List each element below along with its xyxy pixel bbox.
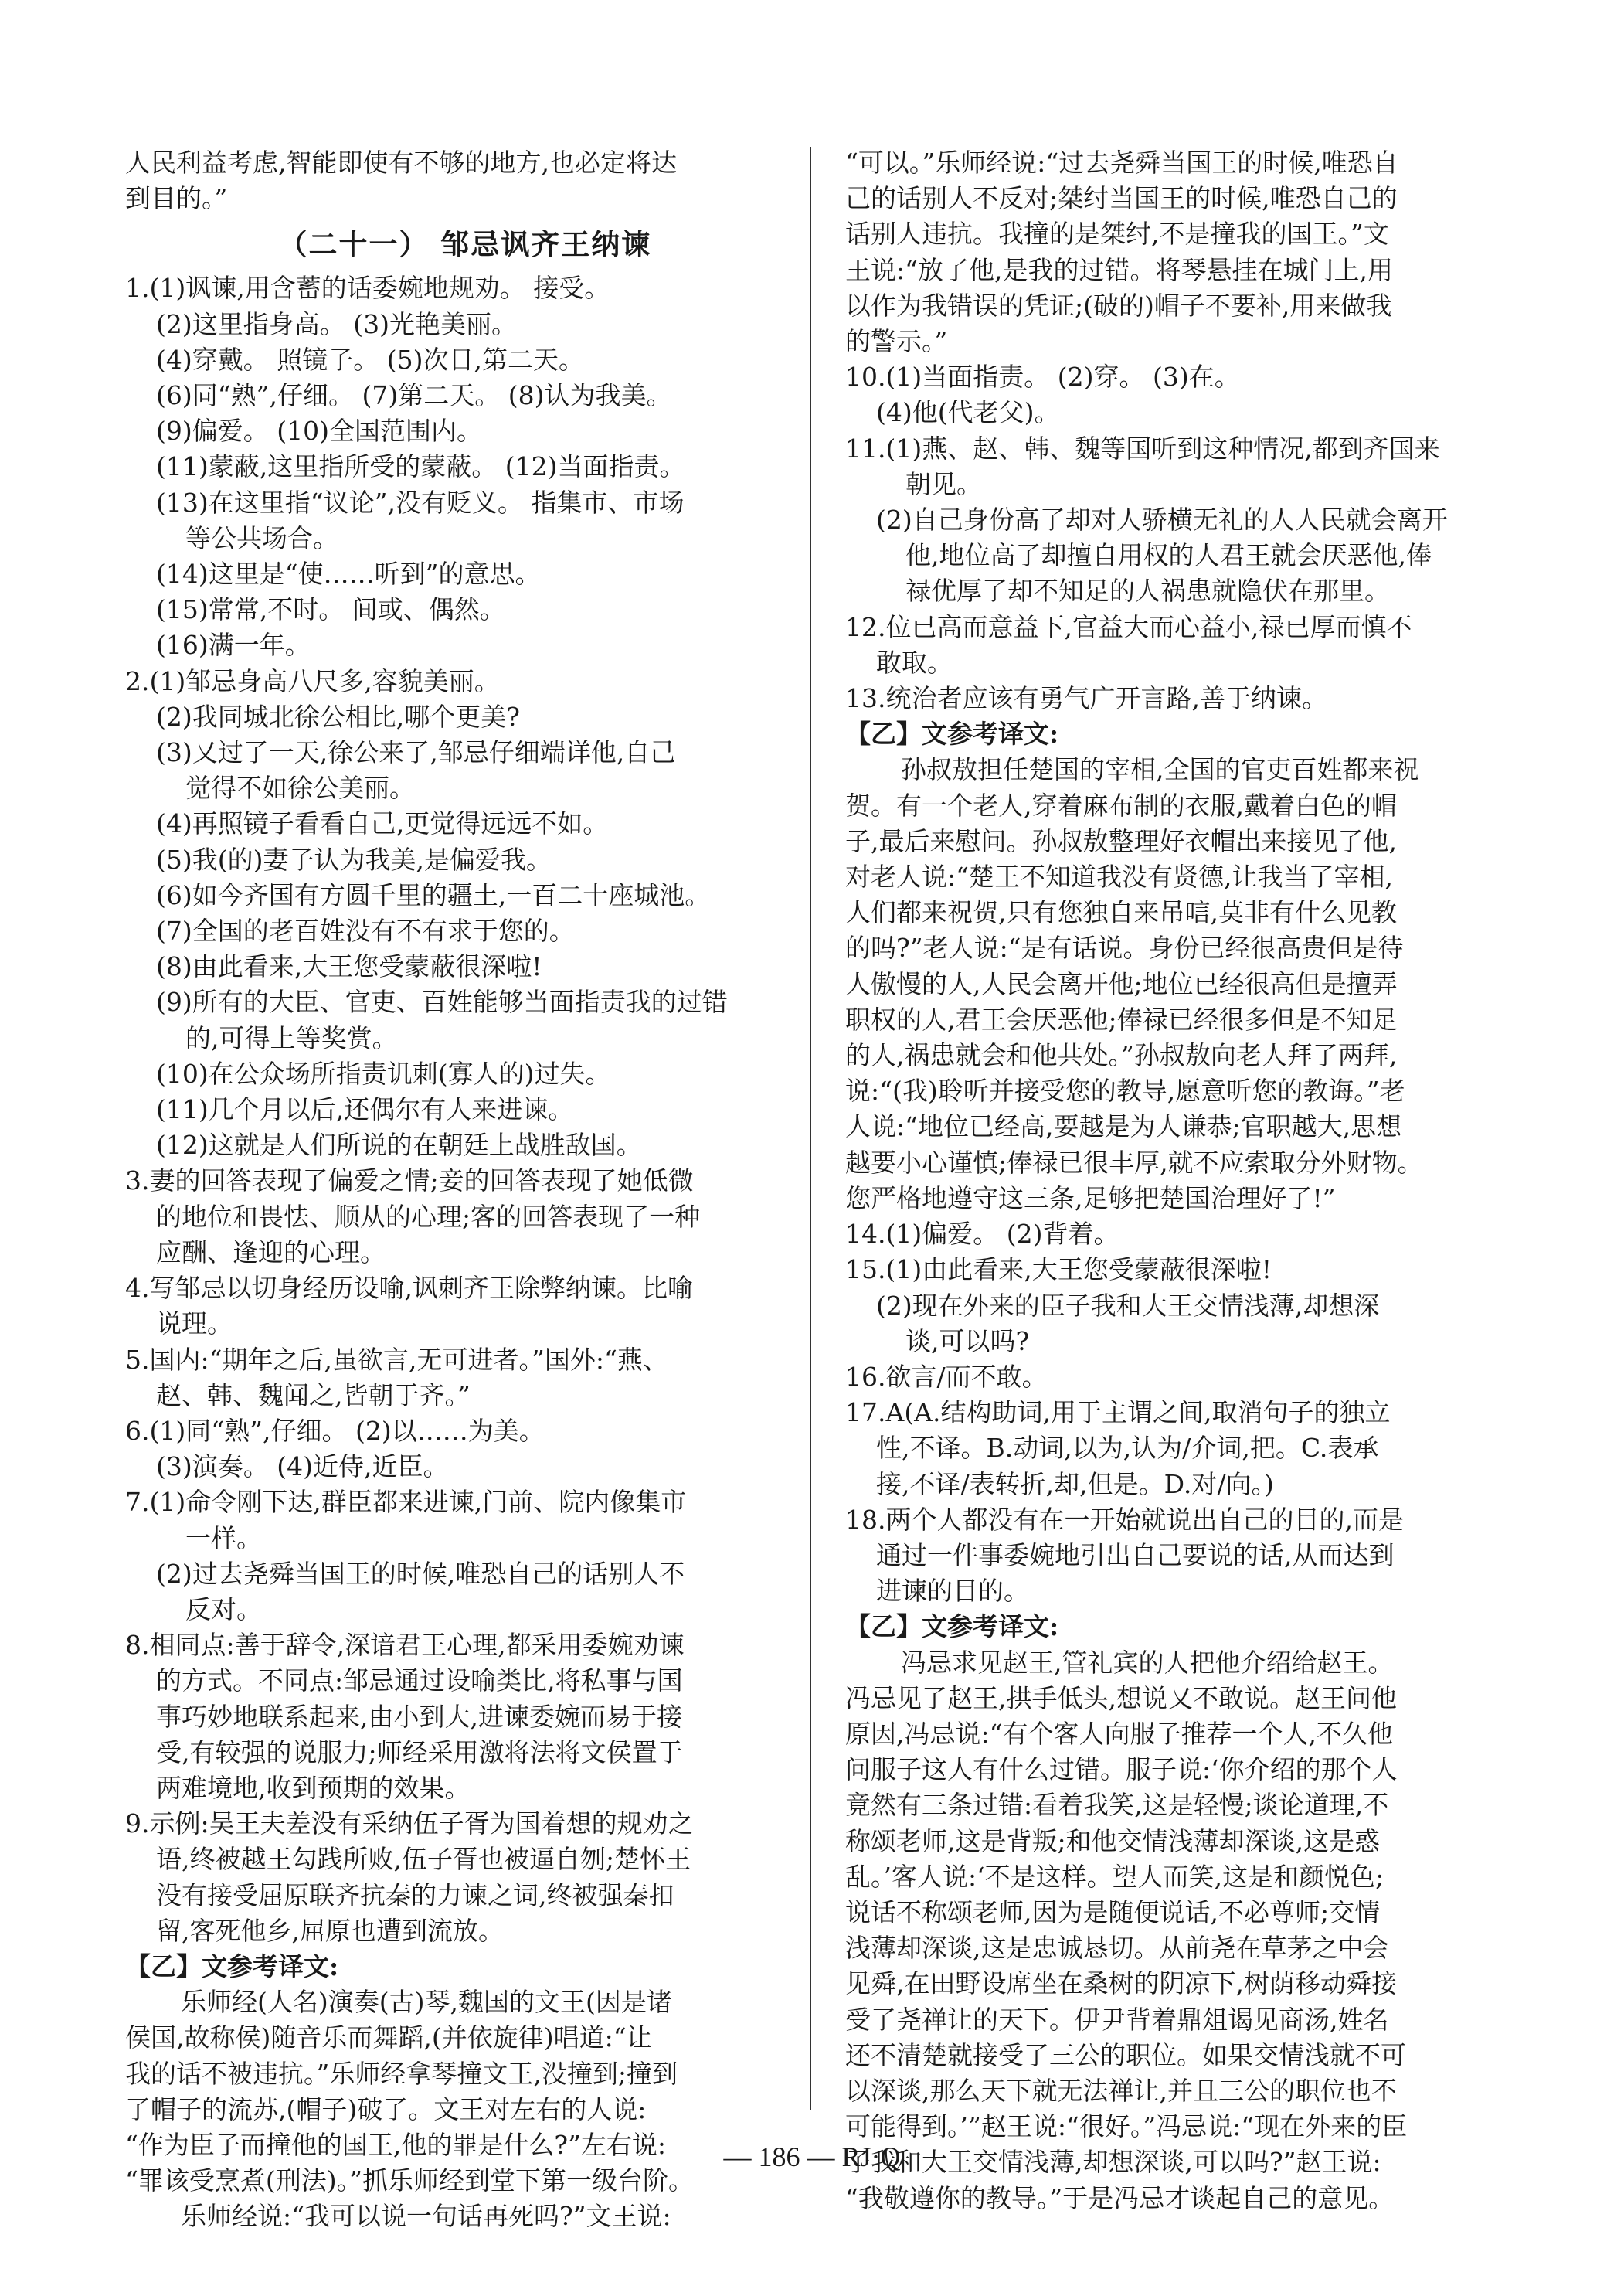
text-line: 越要小心谨慎;俸禄已很丰厚,就不应索取分外财物。: [845, 1147, 1423, 1178]
text-line: 的,可得上等奖赏。: [185, 1022, 398, 1053]
text-line: 人傲慢的人,人民会离开他;地位已经很高但是擅弄: [845, 968, 1398, 999]
text-line: 说理。: [156, 1308, 233, 1339]
text-line: 了帽子的流苏,(帽子)破了。文王对左右的人说:: [125, 2093, 647, 2124]
text-line: 朝见。: [905, 468, 982, 499]
text-line: 留,客死他乡,屈原也遭到流放。: [156, 1915, 504, 1946]
text-line: (11)几个月以后,还偶尔有人来进谏。: [156, 1094, 574, 1125]
text-line: 11.(1)燕、赵、韩、魏等国听到这种情况,都到齐国来: [845, 433, 1440, 464]
text-line: (10)在公众场所指责讥刺(寡人的)过失。: [156, 1058, 611, 1089]
text-line: 以作为我错误的凭证;(破的)帽子不要补,用来做我: [845, 290, 1392, 321]
translation-heading: 【乙】文参考译文:: [845, 719, 1059, 750]
text-line: 13.统治者应该有勇气广开言路,善于纳谏。: [845, 683, 1327, 714]
text-line: 性,不译。B.动词,以为,认为/介词,把。C.表承: [876, 1433, 1379, 1464]
text-line: 称颂老师,这是背叛;和他交情浅薄却深谈,这是惑: [845, 1825, 1381, 1856]
text-line: 王说:“放了他,是我的过错。将琴悬挂在城门上,用: [845, 254, 1393, 285]
text-line: 6.(1)同“熟”,仔细。 (2)以……为美。: [125, 1415, 545, 1446]
text-line: 8.相同点:善于辞令,深谙君王心理,都采用委婉劝谏: [125, 1630, 685, 1661]
text-line: 乱。’客人说:‘不是这样。望人而笑,这是和颜悦色;: [845, 1861, 1384, 1892]
text-line: (5)我(的)妻子认为我美,是偏爱我。: [156, 844, 552, 875]
text-line: 人们都来祝贺,只有您独自来吊唁,莫非有什么见教: [845, 897, 1397, 928]
column-divider: [810, 147, 811, 2110]
text-line: 1.(1)讽谏,用含蓄的话委婉地规劝。 接受。: [125, 273, 610, 304]
text-line: 以深谈,那么天下就无法禅让,并且三公的职位也不: [845, 2075, 1397, 2106]
text-line: 2.(1)邹忌身高八尺多,容貌美丽。: [125, 665, 500, 696]
text-line: 孙叔敖担任楚国的宰相,全国的官吏百姓都来祝: [901, 754, 1419, 785]
text-line: (8)由此看来,大王您受蒙蔽很深啦!: [156, 951, 542, 982]
text-line: 禄优厚了却不知足的人祸患就隐伏在那里。: [905, 576, 1390, 607]
text-line: 子,最后来慰问。孙叔敖整理好衣帽出来接见了他,: [845, 825, 1397, 856]
text-line: (15)常常,不时。 间或、偶然。: [156, 594, 505, 625]
text-line: 的吗?”老人说:“是有话说。身份已经很高贵但是待: [845, 933, 1404, 964]
text-line: 话别人违抗。我撞的是桀纣,不是撞我的国王。”文: [845, 219, 1389, 250]
text-line: 我的话不被违抗。”乐师经拿琴撞文王,没撞到;撞到: [125, 2058, 678, 2089]
text-line: 他,地位高了却擅自用权的人君王就会厌恶他,俸: [905, 540, 1432, 571]
text-line: (4)他(代老父)。: [876, 397, 1060, 428]
text-line: “作为臣子而撞他的国王,他的罪是什么?”左右说:: [125, 2129, 667, 2160]
text-line: 反对。: [185, 1593, 262, 1624]
text-line: 16.欲言/而不敢。: [845, 1361, 1048, 1392]
translation-heading: 【乙】文参考译文:: [845, 1611, 1059, 1642]
text-line: 15.(1)由此看来,大王您受蒙蔽很深啦!: [845, 1254, 1272, 1285]
text-line: 受了尧禅让的天下。伊尹背着鼎俎谒见商汤,姓名: [845, 2004, 1389, 2035]
text-line: 12.位已高而意益下,官益大而心益小,禄已厚而慎不: [845, 611, 1412, 642]
text-line: (9)所有的大臣、官吏、百姓能够当面指责我的过错: [156, 987, 728, 1018]
text-line: 5.国内:“期年之后,虽欲言,无可进者。”国外:“燕、: [125, 1344, 668, 1375]
text-line: 浅薄却深谈,这是忠诚恳切。从前尧在草茅之中会: [845, 1933, 1389, 1964]
text-line: 子我和大王交情浅薄,却想深谈,可以吗?”赵王说:: [845, 2147, 1381, 2178]
text-line: 乐师经说:“我可以说一句话再死吗?”文王说:: [181, 2201, 671, 2232]
text-line: 通过一件事委婉地引出自己要说的话,从而达到: [876, 1539, 1395, 1570]
text-line: (7)全国的老百姓没有不有求于您的。: [156, 916, 575, 947]
text-line: (2)现在外来的臣子我和大王交情浅薄,却想深: [876, 1290, 1380, 1321]
text-line: 乐师经(人名)演奏(古)琴,魏国的文王(因是诸: [181, 1987, 672, 2018]
text-line: 冯忌见了赵王,拱手低头,想说又不敢说。赵王问他: [845, 1682, 1397, 1713]
text-line: 侯国,故称侯)随音乐而舞蹈,(并依旋律)唱道:“让: [125, 2022, 652, 2053]
text-line: 的人,祸患就会和他共处。”孙叔敖向老人拜了两拜,: [845, 1040, 1398, 1071]
translation-heading: 【乙】文参考译文:: [125, 1951, 339, 1981]
text-line: (2)过去尧舜当国王的时候,唯恐自己的话别人不: [156, 1558, 685, 1589]
text-line: 10.(1)当面指责。 (2)穿。 (3)在。: [845, 362, 1240, 393]
text-line: 人民利益考虑,智能即使有不够的地方,也必定将达: [125, 148, 677, 178]
text-line: (2)自己身份高了却对人骄横无礼的人人民就会离开: [876, 505, 1448, 536]
text-line: 7.(1)命令刚下达,群臣都来进谏,门前、院内像集市: [125, 1487, 687, 1518]
text-line: “我敬遵你的教导。”于是冯忌才谈起自己的意见。: [845, 2182, 1395, 2213]
text-line: (2)这里指身高。 (3)光艳美丽。: [156, 308, 517, 339]
text-line: 见舜,在田野设席坐在桑树的阴凉下,树荫移动舜接: [845, 1968, 1397, 1999]
text-line: 贺。有一个老人,穿着麻布制的衣服,戴着白色的帽: [845, 790, 1397, 821]
text-line: (11)蒙蔽,这里指所受的蒙蔽。 (12)当面指责。: [156, 451, 685, 482]
text-line: “罪该受烹煮(刑法)。”抓乐师经到堂下第一级台阶。: [125, 2165, 694, 2196]
left-column: [125, 145, 805, 2235]
text-line: 进谏的目的。: [876, 1576, 1029, 1607]
text-line: 说:“(我)聆听并接受您的教导,愿意听您的教诲。”老: [845, 1076, 1405, 1107]
text-line: 3.妻的回答表现了偏爱之情;妾的回答表现了她低微: [125, 1165, 694, 1196]
text-line: 谈,可以吗?: [905, 1325, 1030, 1356]
text-line: 敢取。: [876, 647, 953, 678]
text-line: (3)演奏。 (4)近侍,近臣。: [156, 1451, 449, 1482]
text-line: 还不清楚就接受了三公的职位。如果交情浅就不可: [845, 2039, 1406, 2070]
text-line: 17.A(A.结构助词,用于主谓之间,取消句子的独立: [845, 1397, 1391, 1428]
text-line: 一样。: [185, 1522, 262, 1553]
text-line: (4)再照镜子看看自己,更觉得远远不如。: [156, 808, 609, 839]
text-line: 应酬、逢迎的心理。: [156, 1236, 386, 1267]
text-line: 赵、韩、魏闻之,皆朝于齐。”: [156, 1379, 471, 1410]
text-line: 可能得到。’”赵王说:“很好。”冯忌说:“现在外来的臣: [845, 2111, 1408, 2142]
text-line: “可以。”乐师经说:“过去尧舜当国王的时候,唯恐自: [845, 148, 1398, 178]
text-line: 9.示例:吴王夫差没有采纳伍子胥为国着想的规劝之: [125, 1808, 694, 1839]
text-line: (6)同“熟”,仔细。 (7)第二天。 (8)认为我美。: [156, 380, 672, 411]
text-line: 受,有较强的说服力;师经采用激将法将文侯置于: [156, 1736, 683, 1767]
text-line: 的方式。不同点:邹忌通过设喻类比,将私事与国: [156, 1665, 683, 1696]
text-line: 4.写邹忌以切身经历设喻,讽刺齐王除弊纳谏。比喻: [125, 1273, 693, 1304]
text-line: (16)满一年。: [156, 630, 311, 661]
text-line: 事巧妙地联系起来,由小到大,进谏委婉而易于接: [156, 1701, 682, 1732]
text-line: 职权的人,君王会厌恶他;俸禄已经很多但是不知足: [845, 1004, 1398, 1035]
text-line: 竟然有三条过错:看着我笑,这是轻慢;谈论道理,不: [845, 1790, 1389, 1821]
text-line: 您严格地遵守这三条,足够把楚国治理好了!”: [845, 1182, 1336, 1213]
text-line: 的警示。”: [845, 326, 948, 357]
text-line: 问服子这人有什么过错。服子说:‘你介绍的那个人: [845, 1754, 1398, 1785]
text-line: 语,终被越王勾践所败,伍子胥也被逼自刎;楚怀王: [156, 1844, 691, 1875]
text-line: (9)偏爱。 (10)全国范围内。: [156, 416, 482, 447]
text-line: 两难境地,收到预期的效果。: [156, 1772, 471, 1803]
text-line: 18.两个人都没有在一开始就说出自己的目的,而是: [845, 1504, 1404, 1535]
section-title: （二十一） 邹忌讽齐王纳谏: [278, 228, 652, 262]
text-line: 等公共场合。: [185, 522, 338, 553]
text-line: (4)穿戴。 照镜子。 (5)次日,第二天。: [156, 344, 584, 375]
text-line: 觉得不如徐公美丽。: [185, 773, 415, 804]
text-line: 己的话别人不反对;桀纣当国王的时候,唯恐自己的: [845, 183, 1398, 214]
text-line: 到目的。”: [125, 183, 228, 214]
text-line: 的地位和畏怯、顺从的心理;客的回答表现了一种: [156, 1201, 701, 1232]
page-footer: — 186 — RJ·Q: [723, 2141, 901, 2172]
text-line: (13)在这里指“议论”,没有贬义。 指集市、市场: [156, 487, 685, 518]
text-line: 没有接受屈原联齐抗秦的力谏之词,终被强秦扣: [156, 1879, 674, 1910]
text-line: (14)这里是“使……听到”的意思。: [156, 559, 541, 590]
text-line: (12)这就是人们所说的在朝廷上战胜敌国。: [156, 1130, 642, 1161]
text-line: 原因,冯忌说:“有个客人向服子推荐一个人,不久他: [845, 1718, 1393, 1749]
text-line: 对老人说:“楚王不知道我没有贤德,让我当了宰相,: [845, 862, 1393, 893]
text-line: 接,不译/表转折,却,但是。D.对/向。): [876, 1468, 1274, 1499]
right-column: [845, 145, 1525, 2216]
text-line: 说话不称颂老师,因为是随便说话,不必尊师;交情: [845, 1896, 1381, 1927]
text-line: (3)又过了一天,徐公来了,邹忌仔细端详他,自己: [156, 737, 676, 768]
text-line: 14.(1)偏爱。 (2)背着。: [845, 1219, 1119, 1250]
text-line: 人说:“地位已经高,要越是为人谦恭;官职越大,思想: [845, 1111, 1402, 1142]
text-line: (2)我同城北徐公相比,哪个更美?: [156, 701, 520, 732]
text-line: (6)如今齐国有方圆千里的疆土,一百二十座城池。: [156, 879, 711, 910]
text-line: 冯忌求见赵王,管礼宾的人把他介绍给赵王。: [901, 1647, 1394, 1678]
